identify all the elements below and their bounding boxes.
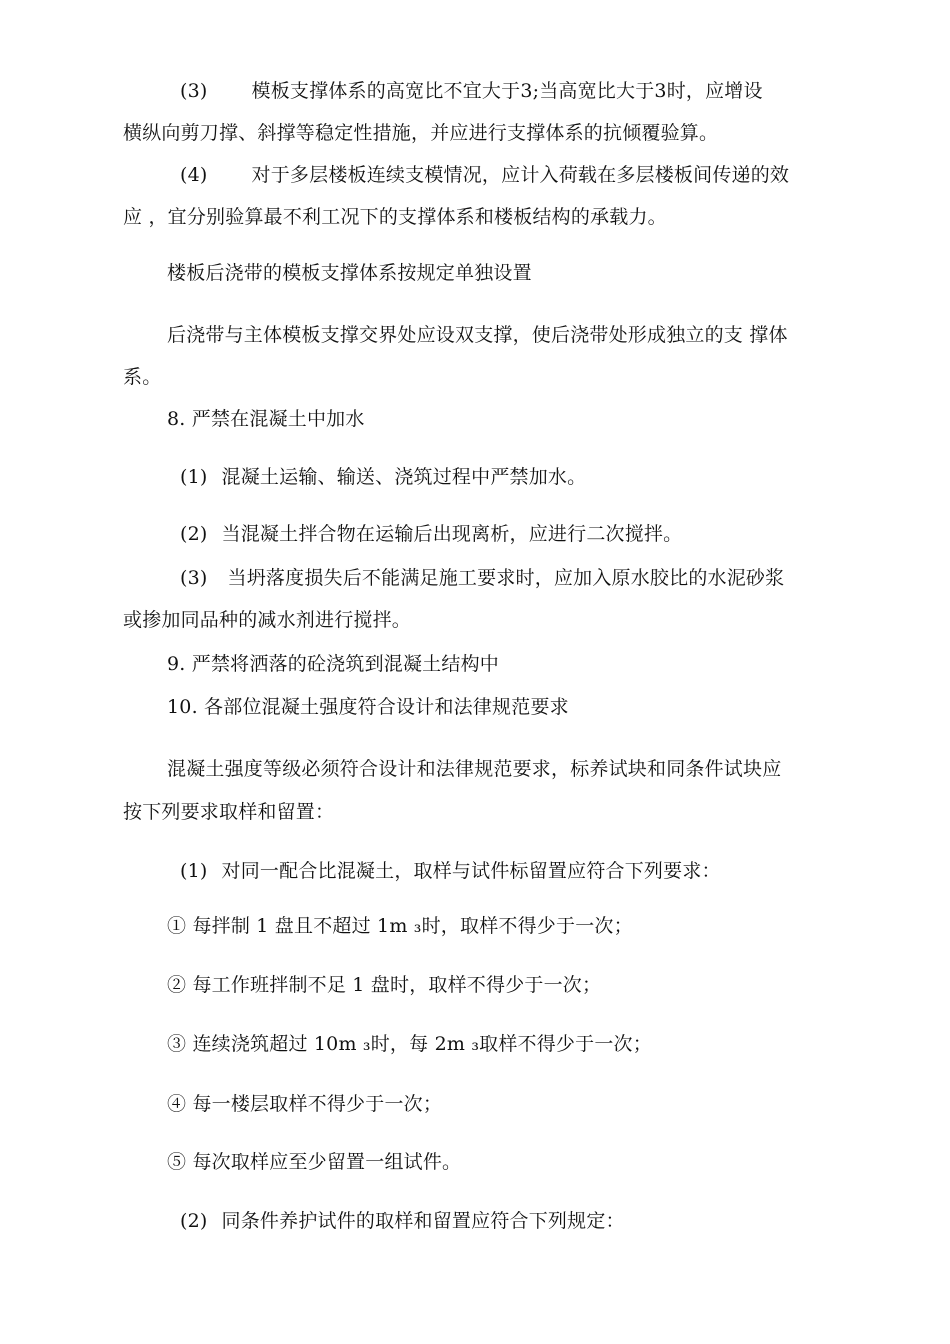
sub-2-heading [180, 1208, 625, 1234]
para-3-line-1 [180, 78, 763, 104]
sampling-rule-2: ② 每工作班拌制不足 1 盘时，取样不得少于一次； [167, 974, 602, 996]
post-cast-strip-line-1: 后浇带与主体模板支撑交界处应设双支撑，使后浇带处形成独立的支 撑体 [167, 324, 788, 346]
section-8-item-3-line-2: 或掺加同品种的减水剂进行搅拌。 [123, 609, 412, 631]
section-8-item-2-text: 当混凝土拌合物在运输后出现离析，应进行二次搅拌。 [221, 523, 683, 545]
section-8-heading: 8. 严禁在混凝土中加水 [167, 408, 365, 430]
section-8-item-2 [180, 521, 682, 547]
post-cast-strip-heading: 楼板后浇带的模板支撑体系按规定单独设置 [167, 262, 532, 284]
para-3-text-1: 模板支撑体系的高宽比不宜大于3;当高宽比大于3时，应增设 [251, 80, 763, 102]
section-8-item-3-line-1 [180, 565, 784, 591]
section-8-item-2-number: (2) [180, 523, 208, 545]
sampling-rule-4: ④ 每一楼层取样不得少于一次； [167, 1093, 443, 1115]
sub-1-number: (1) [180, 860, 208, 882]
section-8-item-1-number: (1) [180, 466, 208, 488]
post-cast-strip-line-2: 系。 [123, 366, 162, 388]
sub-1-text: 对同一配合比混凝土，取样与试件标留置应符合下列要求： [221, 860, 721, 882]
sampling-rule-1: ① 每拌制 1 盘且不超过 1m ₃时，取样不得少于一次； [167, 915, 633, 937]
para-3-number: (3) [180, 80, 208, 102]
para-4-text-1: 对于多层楼板连续支模情况，应计入荷载在多层楼板间传递的效 [251, 164, 790, 186]
section-8-item-3-text-1: 当坍落度损失后不能满足施工要求时，应加入原水胶比的水泥砂浆 [227, 567, 785, 589]
sub-2-number: (2) [180, 1210, 208, 1232]
section-8-item-3-number: (3) [180, 567, 208, 589]
sampling-rule-5: ⑤ 每次取样应至少留置一组试件。 [167, 1151, 462, 1173]
para-4-number: (4) [180, 164, 208, 186]
para-3-line-2: 横纵向剪刀撑、斜撑等稳定性措施，并应进行支撑体系的抗倾覆验算。 [123, 122, 719, 144]
section-10-para-line-1: 混凝土强度等级必须符合设计和法律规范要求，标养试块和同条件试块应 [167, 758, 782, 780]
section-10-para-line-2: 按下列要求取样和留置： [123, 801, 335, 823]
section-8-item-1 [180, 464, 586, 490]
sub-1-heading [180, 858, 721, 884]
sub-2-text: 同条件养护试件的取样和留置应符合下列规定： [221, 1210, 625, 1232]
para-4-line-1 [180, 162, 789, 188]
section-8-item-1-text: 混凝土运输、输送、浇筑过程中严禁加水。 [221, 466, 587, 488]
section-9-heading: 9. 严禁将洒落的砼浇筑到混凝土结构中 [167, 653, 499, 675]
section-10-heading: 10. 各部位混凝土强度符合设计和法律规范要求 [167, 696, 569, 718]
sampling-rule-3: ③ 连续浇筑超过 10m ₃时，每 2m ₃取样不得少于一次； [167, 1033, 652, 1055]
para-4-line-2: 应 ，宜分别验算最不利工况下的支撑体系和楼板结构的承载力。 [123, 206, 667, 228]
